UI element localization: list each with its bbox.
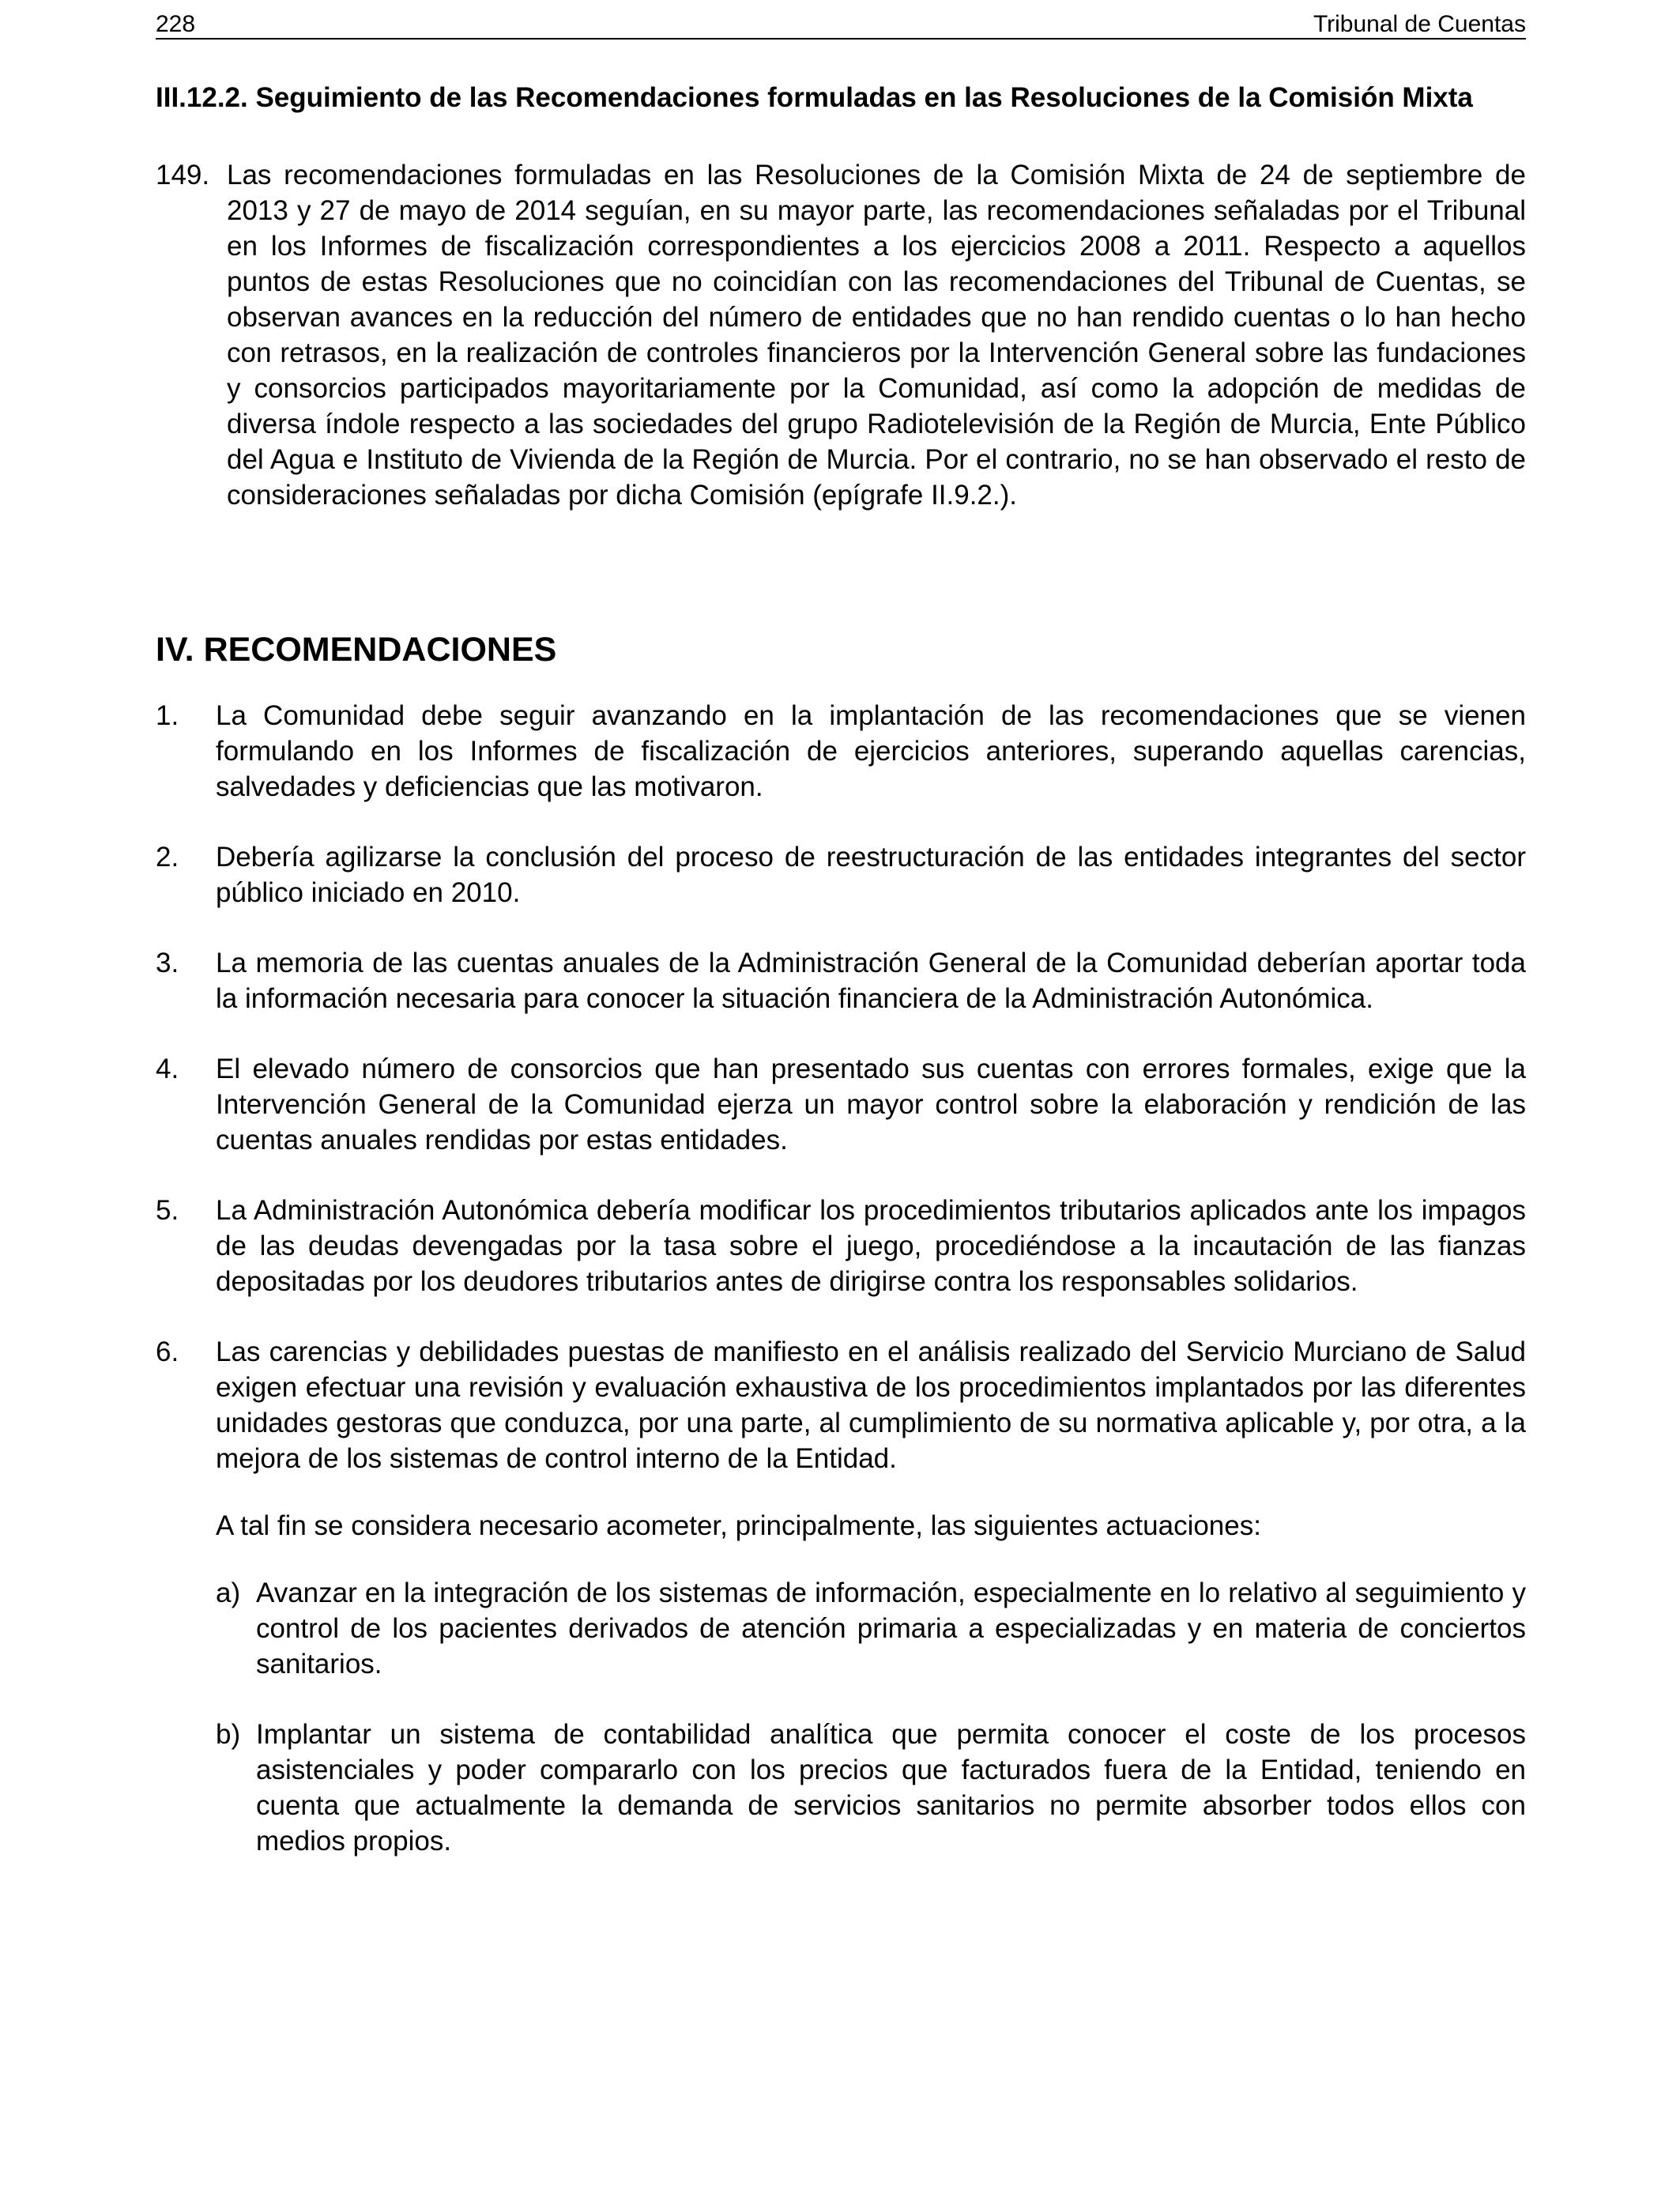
recommendation-number: 6. xyxy=(156,1336,179,1367)
recommendation-item xyxy=(156,1193,1526,1299)
recommendations-list xyxy=(156,698,1526,1859)
action-item xyxy=(216,1717,1526,1859)
section-subheading: III.12.2. Seguimiento de las Recomendaciones formuladas en las Resoluciones de la Comisión Mixta xyxy=(156,82,1473,113)
running-title: Tribunal de Cuentas xyxy=(1313,11,1526,37)
paragraph-number: 149. xyxy=(156,160,210,190)
recommendation-number: 1. xyxy=(156,700,179,731)
action-letter: a) xyxy=(216,1578,241,1608)
action-text: Implantar un sistema de contabilidad analítica que permita conocer el coste de los procesos asistenciales y poder compararlo con los precios que facturados fuera de la Entidad, teniendo en cuenta que actualmente la demanda de servicios sanitarios no permite absorber todos ellos con medios propios. xyxy=(256,1719,1526,1857)
recommendation-item xyxy=(156,945,1526,1016)
recommendation-number: 2. xyxy=(156,842,179,873)
page-header xyxy=(156,6,1526,40)
recommendation-number: 3. xyxy=(156,948,179,978)
recommendation-number: 4. xyxy=(156,1054,179,1084)
recommendation-text: La memoria de las cuentas anuales de la Administración General de la Comunidad deberían aportar toda la información necesaria para conocer la situación financiera de la Administración Autonómica. xyxy=(216,948,1526,1014)
recommendation-item xyxy=(156,839,1526,910)
recommendation-text: Las carencias y debilidades puestas de manifiesto en el análisis realizado del Servicio Murciano de Salud exigen efectuar una revisión y evaluación exhaustiva de los procedimientos implantados por las diferentes unidades gestoras que conduzca, por una parte, al cumplimiento de su normativa aplicable y, por otra, a la mejora de los sistemas de control interno de la Entidad. xyxy=(216,1336,1526,1474)
recommendation-item xyxy=(156,698,1526,805)
recommendation-text: La Administración Autonómica debería modificar los procedimientos tributarios aplicados ante los impagos de las deudas devengadas por la tasa sobre el juego, procediéndose a la incautación de las fianzas depositadas por los deudores tributarios antes de dirigirse contra los responsables solidarios. xyxy=(216,1195,1526,1297)
recommendation-6-followup: A tal fin se considera necesario acometer, principalmente, las siguientes actuaciones: xyxy=(216,1510,1261,1541)
recommendation-item xyxy=(156,1051,1526,1158)
action-text: Avanzar en la integración de los sistemas de información, especialmente en lo relativo al seguimiento y control de los pacientes derivados de atención primaria a especializadas y en materia de conciertos sanitarios. xyxy=(256,1578,1526,1679)
recommendation-text: Debería agilizarse la conclusión del proceso de reestructuración de las entidades integrantes del sector público iniciado en 2010. xyxy=(216,842,1526,908)
paragraph-text: Las recomendaciones formuladas en las Resoluciones de la Comisión Mixta de 24 de septiembre de 2013 y 27 de mayo de 2014 seguían, en su mayor parte, las recomendaciones señaladas por el Tribunal en los Informes de fiscalización correspondientes a los ejercicios 2008 a 2011. Respecto a aquellos puntos de estas Resoluciones que no coincidían con las recomendaciones del Tribunal de Cuentas, se observan avances en la reducción del número de entidades que no han rendido cuentas o lo han hecho con retrasos, en la realización de controles financieros por la Intervención General sobre las fundaciones y consorcios participados mayoritariamente por la Comunidad, así como la adopción de medidas de diversa índole respecto a las sociedades del grupo Radiotelevisión de la Región de Murcia, Ente Público del Agua e Instituto de Vivienda de la Región de Murcia. Por el contrario, no se han observado el resto de consideraciones señaladas por dicha Comisión (epígrafe II.9.2.). xyxy=(227,160,1526,511)
action-item xyxy=(216,1575,1526,1682)
action-letter: b) xyxy=(216,1719,241,1750)
page-content xyxy=(156,79,1526,1894)
recommendations-heading: IV. RECOMENDACIONES xyxy=(156,631,557,669)
actions-sublist xyxy=(156,1575,1526,1859)
recommendation-text: La Comunidad debe seguir avanzando en la implantación de las recomendaciones que se vienen formulando en los Informes de fiscalización de ejercicios anteriores, superando aquellas carencias, salvedades y deficiencias que las motivaron. xyxy=(216,700,1526,802)
recommendation-number: 5. xyxy=(156,1195,179,1226)
recommendation-text: El elevado número de consorcios que han presentado sus cuentas con errores formales, exige que la Intervención General de la Comunidad ejerza un mayor control sobre la elaboración y rendición de las cuentas anuales rendidas por estas entidades. xyxy=(216,1054,1526,1155)
page-number: 228 xyxy=(156,11,196,37)
paragraph-149 xyxy=(156,157,1526,513)
recommendation-item xyxy=(156,1334,1526,1476)
